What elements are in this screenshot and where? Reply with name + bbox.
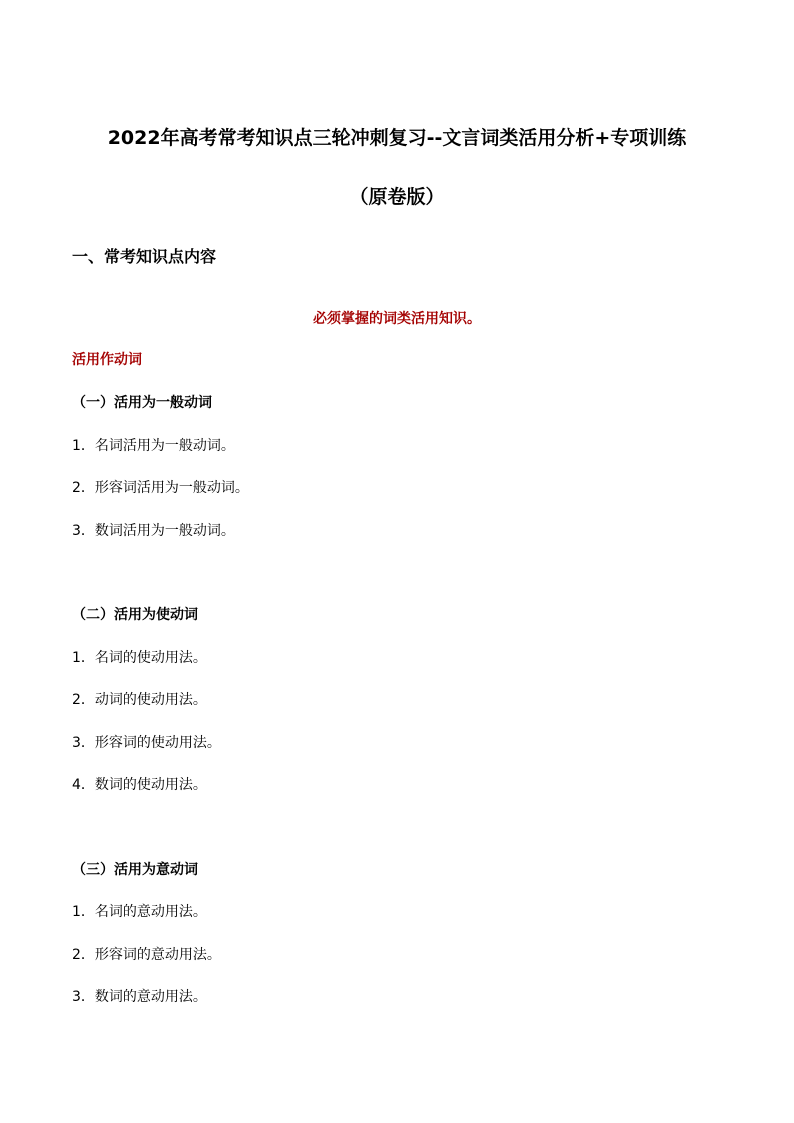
- section-heading: 一、常考知识点内容: [72, 247, 217, 266]
- list-item: 1．名词的意动用法。: [72, 904, 207, 920]
- group-heading: （一）活用为一般动词: [72, 395, 212, 411]
- group-heading: （三）活用为意动词: [72, 862, 198, 878]
- document-title: 2022年高考常考知识点三轮冲刺复习--文言词类活用分析+专项训练: [107, 127, 687, 149]
- list-item: 2．形容词的意动用法。: [72, 947, 221, 963]
- list-item: 3．数词活用为一般动词。: [72, 523, 235, 539]
- list-item: 4．数词的使动用法。: [72, 777, 207, 793]
- list-item: 3．形容词的使动用法。: [72, 735, 221, 751]
- list-item: 1．名词活用为一般动词。: [72, 438, 235, 454]
- group-heading: （二）活用为使动词: [72, 607, 198, 623]
- list-item: 2．形容词活用为一般动词。: [72, 480, 249, 496]
- document-subtitle: （原卷版）: [349, 186, 445, 208]
- list-item: 2．动词的使动用法。: [72, 692, 207, 708]
- list-item: 1．名词的使动用法。: [72, 650, 207, 666]
- subheading: 活用作动词: [72, 352, 142, 368]
- list-item: 3．数词的意动用法。: [72, 989, 207, 1005]
- center-note: 必须掌握的词类活用知识。: [313, 311, 481, 327]
